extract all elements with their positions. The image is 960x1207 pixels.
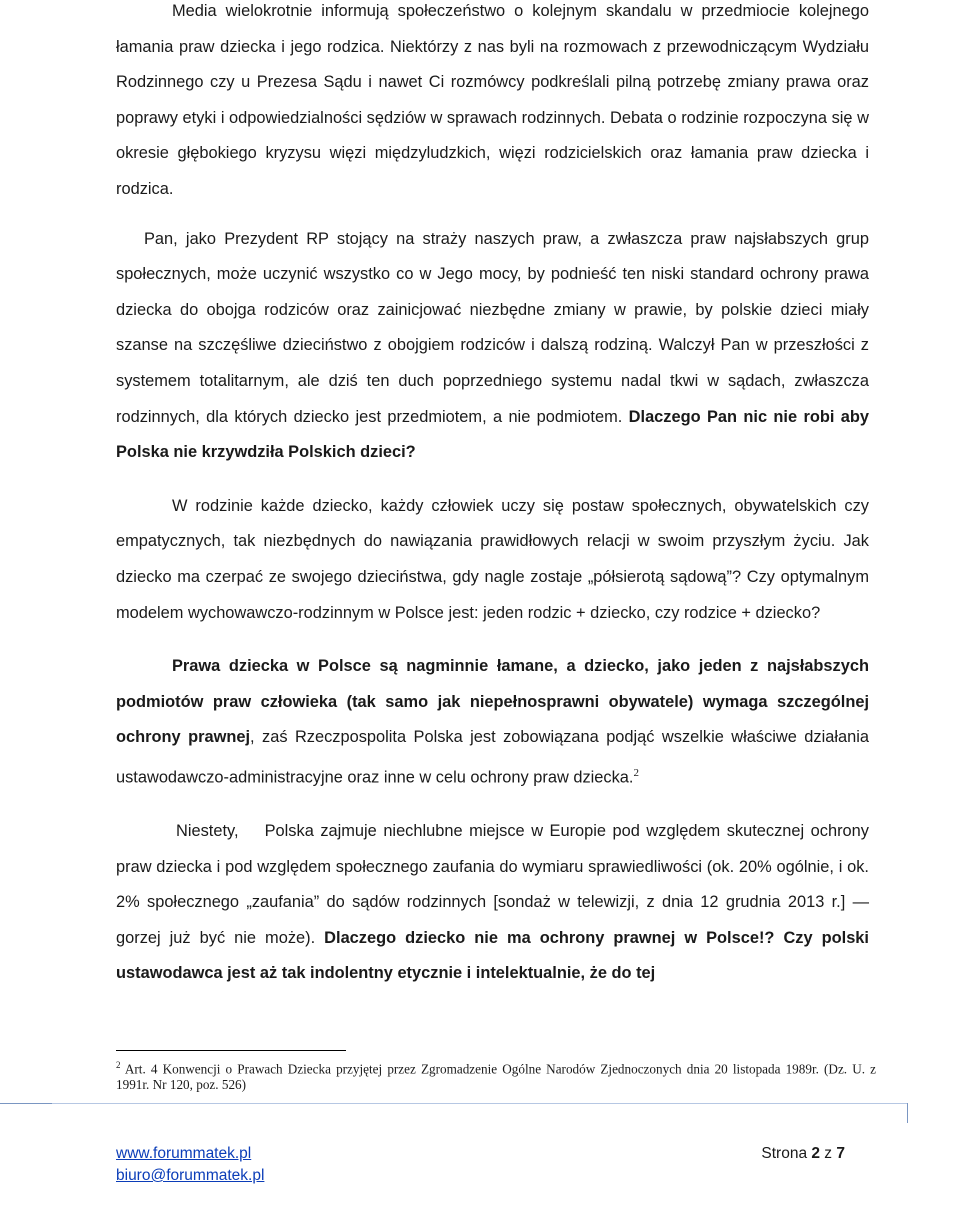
footer-border (52, 1103, 908, 1104)
footnote-reference: 2 (633, 766, 639, 779)
document-body (116, 0, 874, 992)
page-prefix: Strona (761, 1145, 812, 1162)
paragraph-4-emphasis: Prawa dziecka w Polsce są nagminnie łamane, a dziecko, jako jeden z najsłabszych podmiotów praw człowieka (tak samo jak niepełnosprawni obywatele) wymaga szczególnej ochrony prawnej (116, 657, 869, 747)
page-current: 2 (811, 1145, 820, 1162)
paragraph-1-text: Media wielokrotnie informują społeczeństwo o kolejnym skandalu w przedmiocie kolejnego łamania praw dziecka i jego rodzica. Niektórzy z nas byli na rozmowach z przewodniczącym Wydziału Rodzinnego czy u Prezesa Sądu i nawet Ci rozmówcy podkreślali pilną potrzebę zmiany prawa oraz poprawy etyki i odpowiedzialności sędziów w sprawach rodzinnych. (116, 2, 869, 127)
page-total: 7 (836, 1145, 845, 1162)
footnote (116, 1057, 876, 1093)
paragraph-5-question: Dlaczego dziecko nie ma ochrony prawnej w Polsce!? Czy polski ustawodawca jest aż tak indolentny etycznie i intelektualnie, że do tej (116, 928, 869, 983)
paragraph-2-question: Dlaczego Pan nic nie robi aby Polska nie krzywdziła Polskich dzieci? (116, 407, 869, 462)
paragraph-2-text: Pan, jako Prezydent RP stojący na straży naszych praw, a zwłaszcza praw najsłabszych grup społecznych, może uczynić wszystko co w Jego mocy, by podnieść ten niski standard ochrony prawa dziecka do obojga rodziców oraz zainicjować niezbędne zmiany w prawie, by polskie dzieci miały szanse na szczęśliwe dzieciństwo z obojgiem rodziców i dalszą rodziną. Walczył Pan w przeszłości z systemem totalitarnym, ale dziś ten duch poprzedniego systemu nadal tkwi w sądach, zwłaszcza rodzinnych, dla których dziecko jest przedmiotem, a nie podmiotem. (116, 229, 869, 426)
email-link[interactable]: biuro@forummatek.pl (116, 1167, 265, 1184)
paragraph-1b-text: Debata o rodzinie rozpoczyna się w okresie głębokiego kryzysu więzi międzyludzkich, więzi rodzicielskich oraz łamania praw dziecka i rodzica. (116, 108, 869, 198)
footnote-text: Art. 4 Konwencji o Prawach Dziecka przyjętej przez Zgromadzenie Ogólne Narodów Zjednoczonych dnia 20 listopada 1989r. (Dz. U. z 1991r. Nr 120, poz. 526) (116, 1061, 876, 1093)
paragraph-3 (116, 489, 869, 631)
paragraph-4 (116, 649, 869, 796)
paragraph-2 (116, 222, 869, 471)
footnote-number: 2 (116, 1060, 121, 1070)
paragraph-5-text: Polska zajmuje niechlubne miejsce w Europie pod względem skutecznej ochrony praw dziecka i pod względem społecznego zaufania do wymiaru sprawiedliwości (ok. 20% ogólnie, i ok. 2% społecznego „zaufania” do sądów rodzinnych [sondaż w telewizji, z dnia 12 grudnia 2013 r.] ― gorzej już być nie może). (116, 821, 874, 947)
page-number (761, 1145, 845, 1163)
page-separator: z (820, 1145, 837, 1162)
paragraph-3-text: W rodzinie każde dziecko, każdy człowiek uczy się postaw społecznych, obywatelskich czy empatycznych, tak niezbędnych do nawiązania prawidłowych relacji w swoim przyszłym życiu. Jak dziecko ma czerpać ze swojego dzieciństwa, gdy nagle zostaje „półsierotą sądową”? Czy optymalnym modelem wychowawczo-rodzinnym w Polsce jest: jeden rodzic + dziecko, czy rodzice + dziecko? (116, 496, 869, 622)
paragraph-5 (116, 814, 874, 992)
paragraph-1 (116, 0, 869, 208)
website-link[interactable]: www.forummatek.pl (116, 1145, 252, 1162)
footnote-separator (116, 1050, 346, 1051)
footer-border-left (0, 1103, 52, 1104)
footer-border-corner (907, 1103, 908, 1123)
paragraph-4-text: , zaś Rzeczpospolita Polska jest zobowiązana podjąć wszelkie właściwe działania ustawodawczo-administracyjne oraz inne w celu ochrony praw dziecka. (116, 728, 869, 787)
paragraph-5-lead: Niestety, (176, 821, 239, 840)
